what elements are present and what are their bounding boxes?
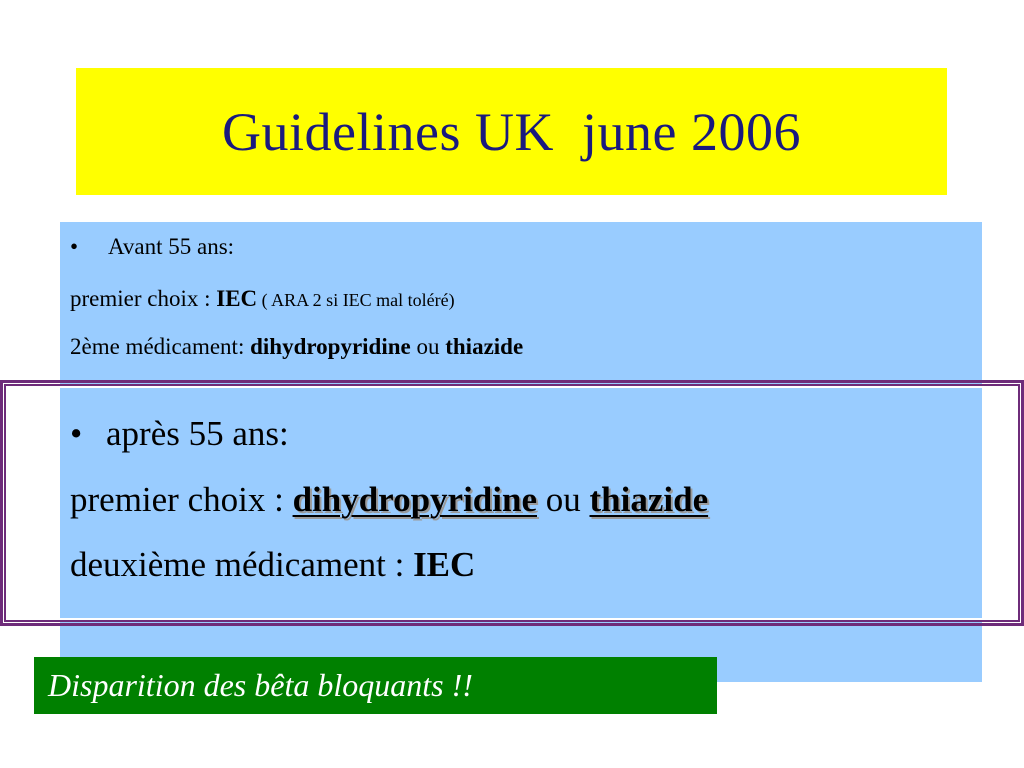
section1-first-choice-note: ( ARA 2 si IEC mal toléré) (257, 290, 455, 310)
section1-second-drug-line (70, 334, 523, 360)
footer-banner (34, 657, 717, 714)
section1-first-choice-label: premier choix : (70, 286, 217, 311)
section2-heading-line (70, 414, 289, 454)
section1-second-drug-label: 2ème médicament: (70, 334, 251, 359)
section1-first-choice-drug: IEC (216, 286, 258, 311)
bullet-icon: • (70, 234, 79, 259)
slide-title: Guidelines UK june 2006 (222, 101, 801, 162)
bullet-icon: • (70, 414, 83, 453)
section2-second-drug-line (70, 545, 475, 585)
section1-first-choice-line (70, 286, 455, 312)
title-box (76, 68, 947, 195)
section2-first-choice-line (70, 480, 708, 520)
section2-first-choice-option2: thiazide (589, 480, 709, 519)
section1-second-drug-option2: thiazide (445, 334, 524, 359)
section1-heading-line (70, 234, 234, 260)
footer-note: Disparition des bêta bloquants !! (48, 667, 473, 703)
section2-second-drug-label: deuxième médicament : (70, 545, 414, 584)
section1-second-drug-option1: dihydropyridine (250, 334, 411, 359)
section2-first-choice-option1: dihydropyridine (292, 480, 537, 519)
section2-heading: après 55 ans: (106, 414, 289, 453)
section2-second-drug: IEC (413, 545, 476, 584)
section2-first-choice-or: ou (537, 480, 590, 519)
section1-second-drug-or: ou (410, 334, 446, 359)
section1-heading: Avant 55 ans: (108, 234, 235, 259)
section2-first-choice-label: premier choix : (70, 480, 293, 519)
